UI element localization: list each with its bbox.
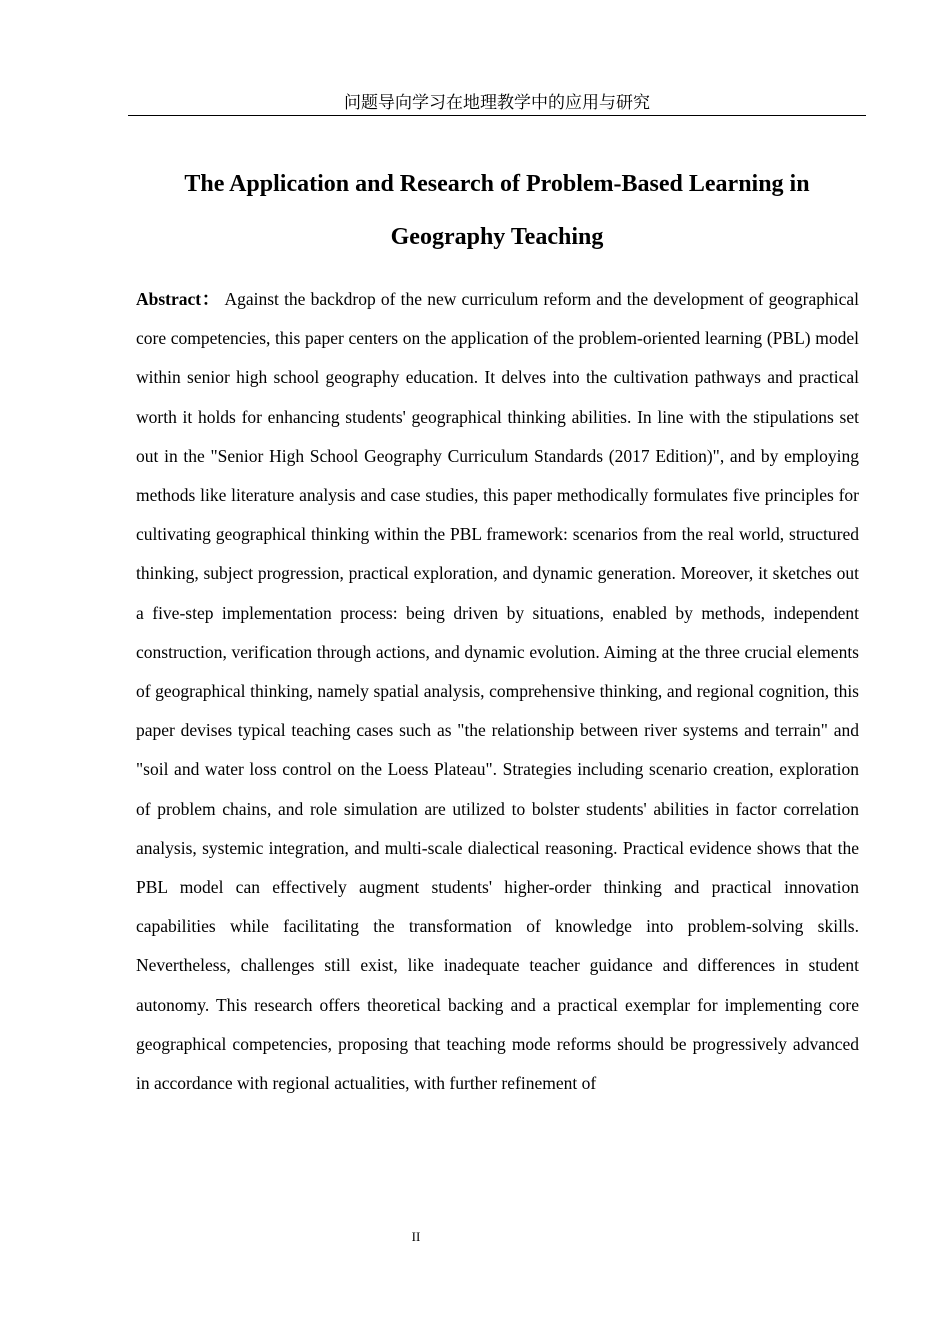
abstract-label: Abstract： <box>136 289 221 309</box>
abstract-text: Against the backdrop of the new curriculum reform and the development of geographical core competencies, this paper centers on the application of the problem-oriented learning (PBL) model within senior high school geography education. It delves into the cultivation pathways and practical worth it holds for enhancing students' geographical thinking abilities. In line with the stipulations set out in the "Senior High School Geography Curriculum Standards (2017 Edition)", and by employing methods like literature analysis and case studies, this paper methodically formulates five principles for cultivating geographical thinking within the PBL framework: scenarios from the real world, structured thinking, subject progression, practical exploration, and dynamic generation. Moreover, it sketches out a five-step implementation process: being driven by situations, enabled by methods, independent construction, verification through actions, and dynamic evolution. Aiming at the three crucial elements of geographical thinking, namely spatial analysis, comprehensive thinking, and regional cognition, this paper devises typical teaching cases such as "the relationship between river systems and terrain" and "soil and water loss control on the Loess Plateau". Strategies including scenario creation, exploration of problem chains, and role simulation are utilized to bolster students' abilities in factor correlation analysis, systemic integration, and multi-scale dialectical reasoning. Practical evidence shows that the PBL model can effectively augment students' higher-order thinking and practical innovation capabilities while facilitating the transformation of knowledge into problem-solving skills. Nevertheless, challenges still exist, like inadequate teacher guidance and differences in student autonomy. This research offers theoretical backing and a practical exemplar for implementing core geographical competencies, proposing that teaching mode reforms should be progressively advanced in accordance with regional actualities, with further refinement of <box>136 289 859 1094</box>
paper-title-line-2: Geography Teaching <box>390 224 604 250</box>
header-rule <box>128 115 866 116</box>
abstract-paragraph <box>136 280 859 1103</box>
paper-title <box>128 158 866 264</box>
running-header: 问题导向学习在地理教学中的应用与研究 <box>344 93 650 113</box>
paper-title-line-1: The Application and Research of Problem-Based Learning in <box>184 171 810 197</box>
page-number: II <box>411 1229 421 1244</box>
